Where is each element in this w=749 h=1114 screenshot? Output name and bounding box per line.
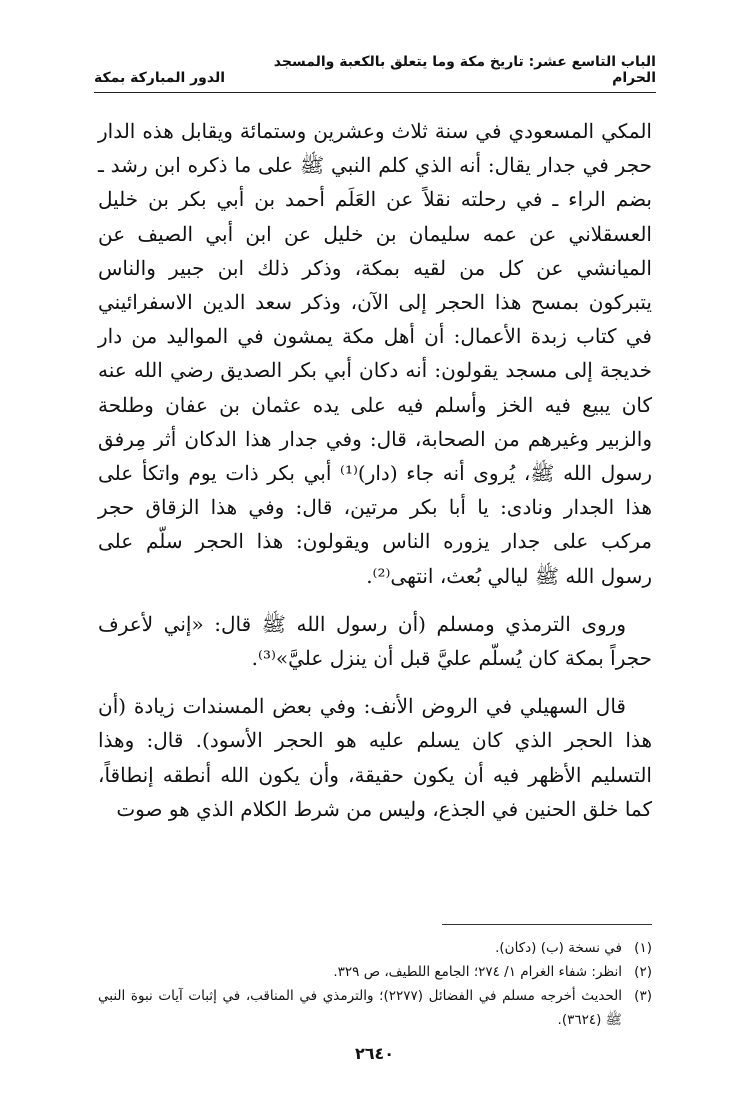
footnote-3 — [98, 984, 652, 1032]
footnote-1 — [98, 936, 652, 960]
chapter-title: الباب التاسع عشر: تاريخ مكة وما يتعلق بالكعبة والمسجد الحرام — [273, 54, 656, 86]
main-text — [98, 114, 652, 826]
footnote-number: (٣) — [634, 988, 652, 1004]
footnote-number: (٢) — [634, 964, 652, 980]
footnote-text: في نسخة (ب) (دكان). — [495, 940, 622, 956]
footnote-text: انظر: شفاء الغرام ١/ ٢٧٤؛ الجامع اللطيف، ص ٣٢٩. — [333, 964, 622, 980]
section-title: الدور المباركة بمكة — [94, 70, 226, 86]
footnote-number: (١) — [634, 940, 652, 956]
paragraph-1: المكي المسعودي في سنة ثلاث وعشرين وستمائة ويقابل هذه الدار حجر في جدار يقال: أنه الذي كلم النبي ﷺ على ما ذكره ابن رشد ـ بضم الراء ـ في رحلته نقلاً عن العَلَم أحمد بن أبي بكر بن خليل العسقلاني عن عمه سليمان بن خليل عن ابن أبي الصيف عن الميانشي عن كل من لقيه بمكة، وذكر ذلك ابن جبير والناس يتبركون بمسح هذا الحجر إلى الآن، وذكر سعد الدين الاسفرائيني في كتاب زبدة الأعمال: أن أهل مكة يمشون في المواليد من دار خديجة إلى مسجد يقولون: أنه دكان أبي بكر الصديق رضي الله عنه كان يبيع فيه الخز وأسلم فيه على يده عثمان بن عفان وطلحة والزبير وغيرهم من الصحابة، قال: وفي جدار هذا الدكان أثر مِرفق رسول الله ﷺ، يُروى أنه جاء (دار)⁽¹⁾ أبي بكر ذات يوم واتكأ على هذا الجدار ونادى: يا أبا بكر مرتين، قال: وفي هذا الزقاق حجر مركب على جدار يزوره الناس ويقولون: هذا الحجر سلّم على رسول الله ﷺ ليالي بُعث، انتهى⁽²⁾. — [98, 119, 653, 588]
footnote-2 — [98, 960, 652, 984]
running-header — [94, 54, 656, 86]
header-divider — [94, 92, 656, 93]
footnotes — [98, 936, 652, 1032]
footnote-text: الحديث أخرجه مسلم في الفضائل (٢٢٧٧)؛ والترمذي في المناقب، في إثبات آيات نبوة النبي ﷺ (٣٦٢٤). — [98, 988, 622, 1028]
paragraph-2: وروى الترمذي ومسلم (أن رسول الله ﷺ قال: «إني لأعرف حجراً بمكة كان يُسلّم عليَّ قبل أن ينزل عليَّ»⁽³⁾. — [98, 611, 652, 671]
paragraph-3: قال السهيلي في الروض الأنف: وفي بعض المسندات زيادة (أن هذا الحجر الذي كان يسلم عليه هو الحجر الأسود). قال: وهذا التسليم الأظهر فيه أن يكون حقيقة، وأن يكون الله أنطقه إنطاقاً، كما خلق الحنين في الجذع، وليس من شرط الكلام الذي هو صوت — [98, 694, 652, 821]
footnote-divider — [442, 924, 652, 925]
page-number: ٢٦٤٠ — [354, 1044, 395, 1063]
